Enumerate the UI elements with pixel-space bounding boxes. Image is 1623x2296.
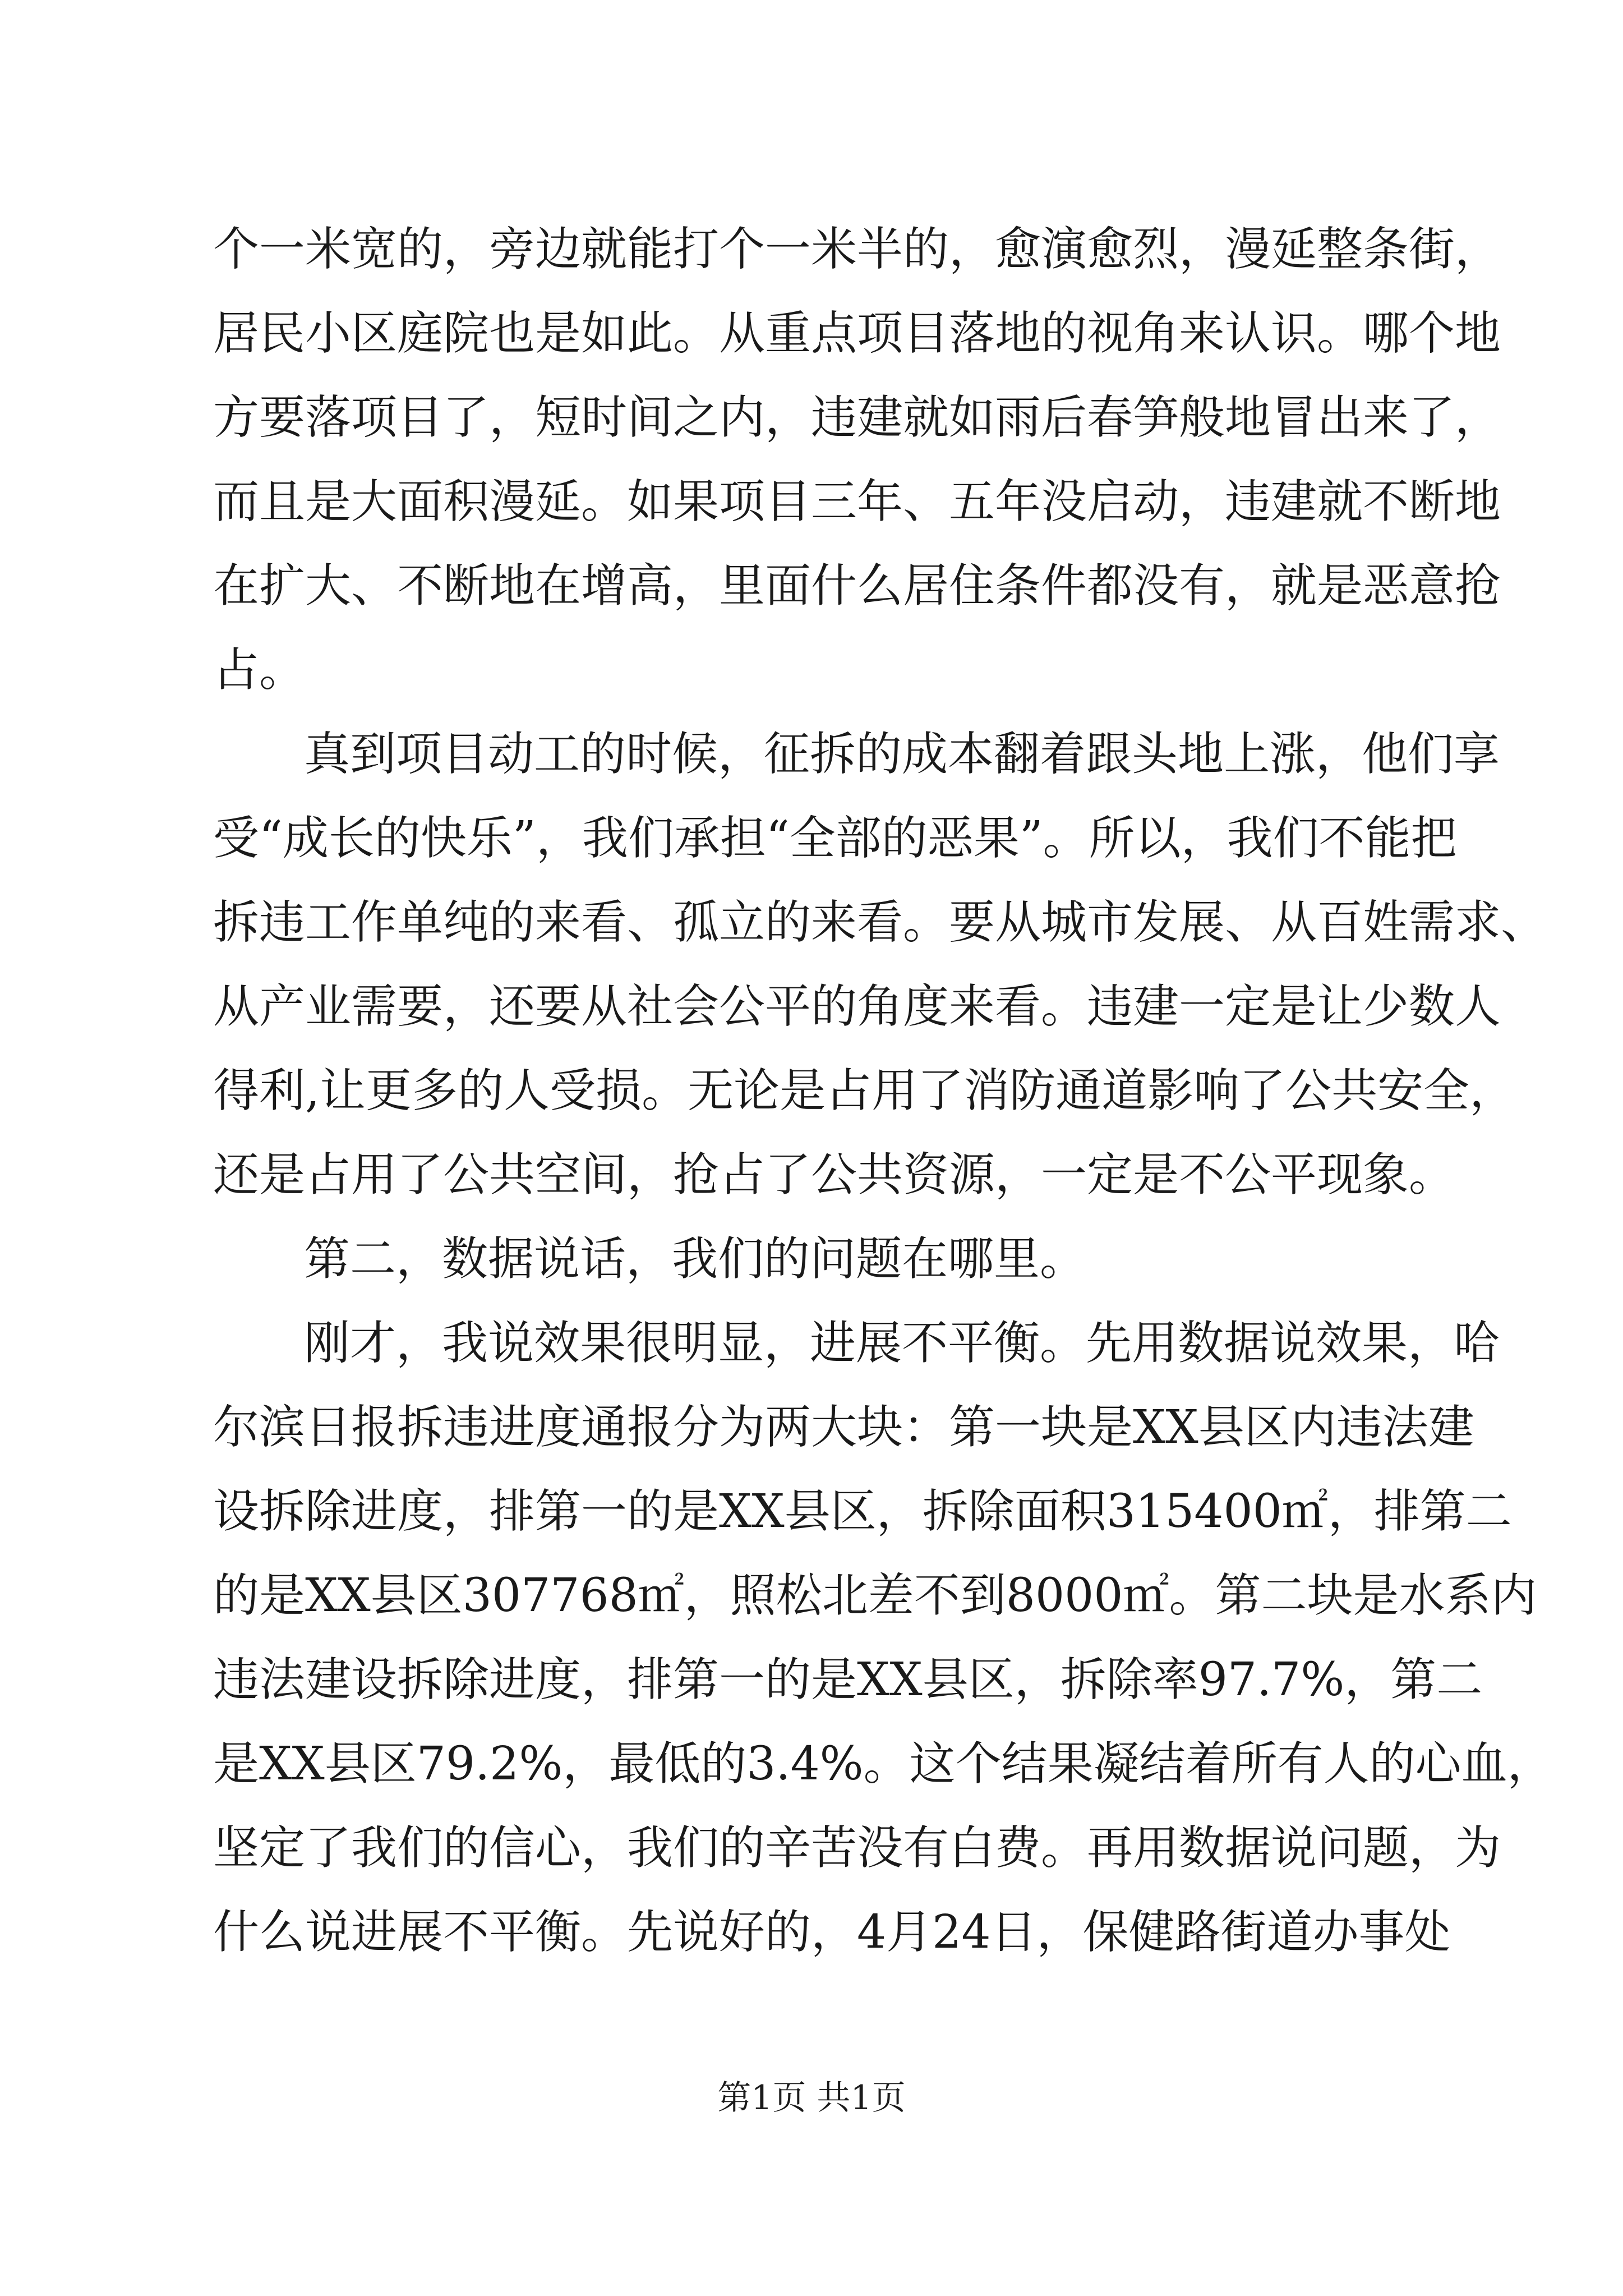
body-text-line: 是XX县区79.2%，最低的3.4%。这个结果凝结着所有人的心血， (213, 1737, 1553, 1791)
body-text-line: 尔滨日报拆违进度通报分为两大块：第一块是XX县区内违法建 (213, 1401, 1474, 1454)
paragraph-first-line: 刚才，我说效果很明显，进展不平衡。先用数据说效果，哈 (304, 1317, 1500, 1370)
body-text-line: 拆违工作单纯的来看、孤立的来看。要从城市发展、从百姓需求、 (213, 896, 1547, 949)
body-text-line: 居民小区庭院也是如此。从重点项目落地的视角来认识。哪个地 (213, 307, 1501, 360)
paragraph-first-line: 真到项目动工的时候，征拆的成本翻着跟头地上涨，他们享 (304, 728, 1500, 781)
body-text-line: 个一米宽的，旁边就能打个一米半的，愈演愈烈，漫延整条街， (213, 223, 1501, 276)
section-heading: 第二，数据说话，我们的问题在哪里。 (304, 1232, 1086, 1286)
body-text-line: 的是XX县区307768㎡，照松北差不到8000㎡。第二块是水系内 (213, 1569, 1537, 1622)
body-text-line: 在扩大、不断地在增高，里面什么居住条件都没有，就是恶意抢 (213, 559, 1501, 613)
body-text-line: 从产业需要，还要从社会公平的角度来看。违建一定是让少数人 (213, 980, 1501, 1033)
body-text-line: 违法建设拆除进度，排第一的是XX县区，拆除率97.7%，第二 (213, 1653, 1483, 1706)
body-text-line: 什么说进展不平衡。先说好的，4月24日，保健路街道办事处 (213, 1906, 1451, 1959)
body-text-line: 受“成长的快乐”，我们承担“全部的恶果”。所以，我们不能把 (213, 812, 1457, 865)
body-text-line: 得利,让更多的人受损。无论是占用了消防通道影响了公共安全， (213, 1064, 1516, 1117)
body-text-line: 占。 (213, 643, 306, 697)
body-text-line: 坚定了我们的信心，我们的辛苦没有白费。再用数据说问题，为 (213, 1821, 1501, 1875)
body-text-line: 设拆除进度，排第一的是XX县区，拆除面积315400㎡，排第二 (213, 1485, 1512, 1538)
page-footer: 第1页 共1页 (717, 2078, 906, 2118)
body-text-line: 还是占用了公共空间，抢占了公共资源，一定是不公平现象。 (213, 1148, 1455, 1202)
body-text-line: 而且是大面积漫延。如果项目三年、五年没启动，违建就不断地 (213, 475, 1501, 528)
body-text-line: 方要落项目了，短时间之内，违建就如雨后春笋般地冒出来了， (213, 391, 1501, 444)
